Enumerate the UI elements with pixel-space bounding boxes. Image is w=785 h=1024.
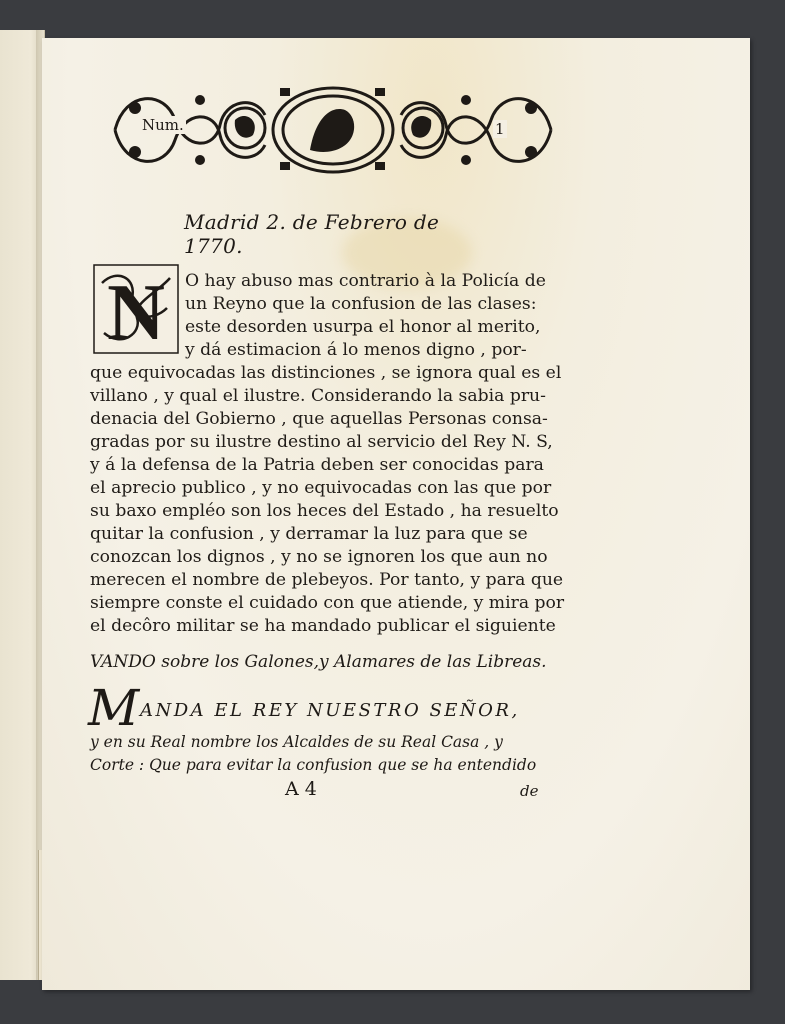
dateline: Madrid 2. de Febrero de 1770. — [184, 210, 440, 258]
body-line: villano , y qual el ilustre. Considerando la sabia pru- — [90, 386, 546, 406]
body-line: su baxo empléo son los heces del Estado , ha resuelto — [90, 501, 559, 521]
dropcap-ornament-icon — [92, 263, 180, 355]
body-line: un Reyno que la confusion de las clases: — [185, 294, 537, 314]
body-line: gradas por su ilustre destino al servicio del Rey N. S, — [90, 432, 553, 452]
manda-line: Corte : Que para evitar la confusion que se ha entendido — [90, 756, 537, 774]
decorated-dropcap — [92, 263, 180, 355]
body-line: el aprecio publico , y no equivocadas con las que por — [90, 478, 552, 498]
num-label: Num. — [142, 116, 184, 134]
body-line: quitar la confusion , y derramar la luz para que se — [90, 524, 528, 544]
manda-line: y en su Real nombre los Alcaldes de su Real Casa , y — [90, 733, 503, 751]
body-line: el decôro militar se ha mandado publicar el siguiente — [90, 616, 556, 636]
body-line: siempre conste el cuidado con que atiende, y mira por — [90, 593, 565, 613]
body-line: que equivocadas las distinciones , se ignora qual es el — [90, 363, 562, 383]
left-facing-page — [0, 30, 45, 980]
bando-title: VANDO sobre los Galones,y Alamares de las Libreas. — [90, 652, 547, 672]
signature-mark: A 4 — [285, 778, 317, 800]
body-line: y á la defensa de la Patria deben ser conocidas para — [90, 455, 544, 475]
body-line: este desorden usurpa el honor al merito, — [185, 317, 541, 337]
body-line: y dá estimacion á lo menos digno , por- — [185, 340, 527, 360]
body-line: conozcan los dignos , y no se ignoren los que aun no — [90, 547, 548, 567]
body-line: denacia del Gobierno , que aquellas Personas consa- — [90, 409, 548, 429]
body-line: O hay abuso mas contrario à la Policía de — [185, 271, 546, 291]
body-line: merecen el nombre de plebeyos. Por tanto, y para que — [90, 570, 564, 590]
catchword: de — [520, 782, 539, 800]
dropcap-letter: N — [107, 269, 165, 355]
manda-initial: M — [88, 679, 140, 737]
num-value: 1 — [495, 120, 505, 138]
manda-heading: ANDA EL REY NUESTRO SEÑOR, — [140, 700, 520, 721]
